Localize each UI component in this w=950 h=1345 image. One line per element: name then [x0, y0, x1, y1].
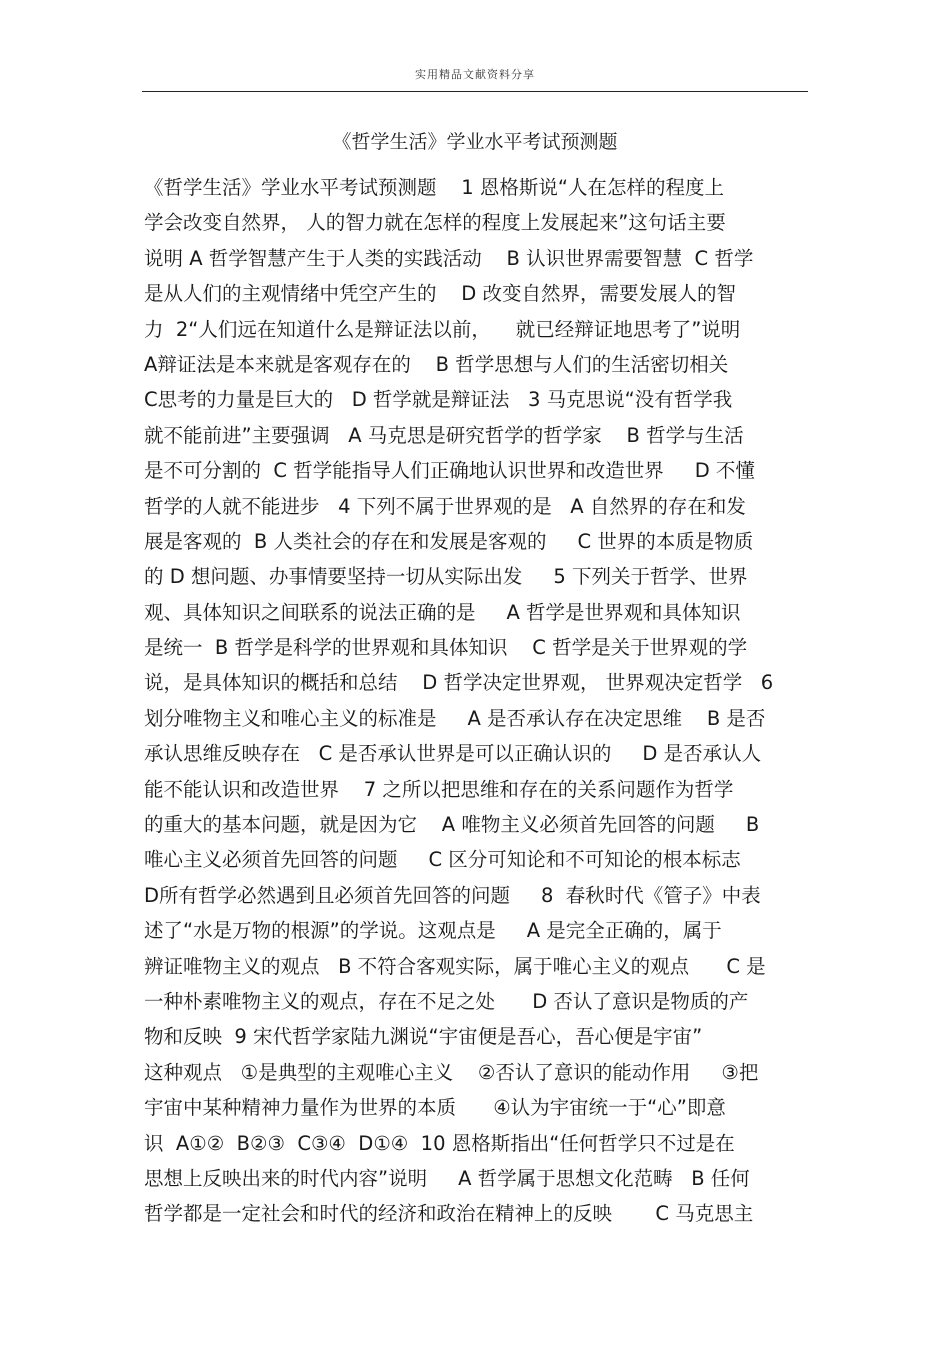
- body-text-line: 观、具体知识之间联系的说法正确的是 A 哲学是世界观和具体知识: [144, 600, 741, 624]
- body-text-line: 展是客观的 B 人类社会的存在和发展是客观的 C 世界的本质是物质: [144, 529, 754, 553]
- body-text-line: 的重大的基本问题，就是因为它 A 唯物主义必须首先回答的问题 B: [144, 813, 760, 837]
- document-body: [144, 170, 814, 1232]
- body-text-line: 的 D 想问题、办事情要坚持一切从实际出发 5 下列关于哲学、世界: [144, 565, 748, 589]
- body-text-line: 《哲学生活》学业水平考试预测题 1 恩格斯说“人在怎样的程度上: [144, 176, 725, 199]
- body-text-line: 力 2“人们远在知道什么是辩证法以前， 就已经辩证地思考了”说明: [144, 317, 741, 341]
- body-text-line: 哲学都是一定社会和时代的经济和政治在精神上的反映 C 马克思主: [144, 1202, 754, 1226]
- body-text-line: 述了“水是万物的根源”的学说。这观点是 A 是完全正确的，属于: [144, 919, 722, 943]
- body-text-line: 承认思维反映存在 C 是否承认世界是可以正确认识的 D 是否承认人: [144, 742, 762, 766]
- body-text-line: 物和反映 9 宋代哲学家陆九渊说“宇宙便是吾心，吾心便是宇宙”: [144, 1025, 703, 1049]
- body-text-line: 划分唯物主义和唯心主义的标准是 A 是否承认存在决定思维 B 是否: [144, 706, 766, 730]
- body-text-line: A辩证法是本来就是客观存在的 B 哲学思想与人们的生活密切相关: [144, 352, 729, 376]
- body-text-line: 能不能认识和改造世界 7 之所以把思维和存在的关系问题作为哲学: [144, 777, 734, 801]
- body-text-line: 宇宙中某种精神力量作为世界的本质 ④认为宇宙统一于“心”即意: [144, 1096, 726, 1120]
- document-title: 《哲学生活》学业水平考试预测题: [332, 131, 618, 153]
- body-text-line: 唯心主义必须首先回答的问题 C 区分可知论和不可知论的根本标志: [144, 848, 741, 872]
- body-text-line: 这种观点 ①是典型的主观唯心主义 ②否认了意识的能动作用 ③把: [144, 1060, 759, 1084]
- body-text-line: 是统一 B 哲学是科学的世界观和具体知识 C 哲学是关于世界观的学: [144, 636, 748, 660]
- body-text-line: 识 A①② B②③ C③④ D①④ 10 恩格斯指出“任何哲学只不过是在: [144, 1131, 735, 1155]
- body-text-line: 一种朴素唯物主义的观点，存在不足之处 D 否认了意识是物质的产: [144, 989, 749, 1013]
- body-text-line: D所有哲学必然遇到且必须首先回答的问题 8 春秋时代《管子》中表: [144, 883, 761, 907]
- body-text-line: 哲学的人就不能进步 4 下列不属于世界观的是 A 自然界的存在和发: [144, 494, 746, 518]
- body-text-line: 就不能前进”主要强调 A 马克思是研究哲学的哲学家 B 哲学与生活: [144, 423, 744, 447]
- body-text-line: 说明 A 哲学智慧产生于人类的实践活动 B 认识世界需要智慧 C 哲学: [144, 246, 754, 270]
- body-text-line: 辨证唯物主义的观点 B 不符合客观实际，属于唯心主义的观点 C 是: [144, 954, 766, 978]
- header-divider: [142, 91, 808, 92]
- body-text-line: 是从人们的主观情绪中凭空产生的 D 改变自然界，需要发展人的智: [144, 282, 737, 306]
- body-text-line: 是不可分割的 C 哲学能指导人们正确地认识世界和改造世界 D 不懂: [144, 459, 755, 483]
- body-text-line: 思想上反映出来的时代内容”说明 A 哲学属于思想文化范畴 B 任何: [144, 1166, 750, 1190]
- body-text-line: C思考的力量是巨大的 D 哲学就是辩证法 3 马克思说“没有哲学我: [144, 388, 733, 412]
- page-header: 实用精品文献资料分享: [415, 68, 535, 81]
- body-text-line: 学会改变自然界， 人的智力就在怎样的程度上发展起来”这句话主要: [144, 211, 726, 235]
- body-text-line: 说，是具体知识的概括和总结 D 哲学决定世界观， 世界观决定哲学 6: [144, 671, 774, 695]
